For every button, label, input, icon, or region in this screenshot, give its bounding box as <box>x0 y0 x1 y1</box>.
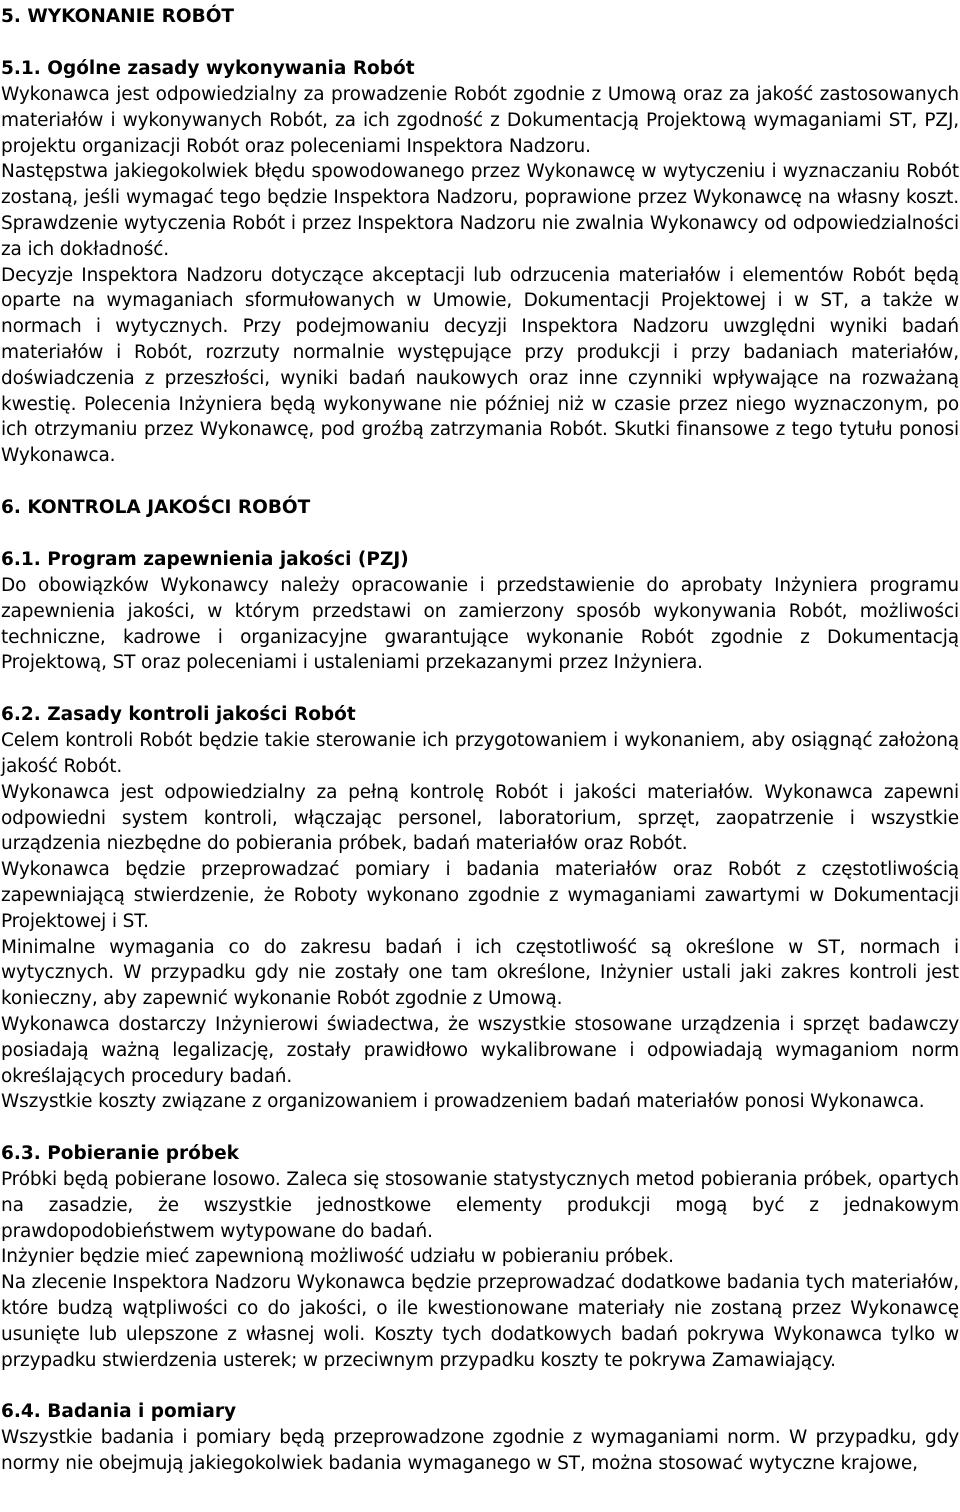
paragraph: Wykonawca jest odpowiedzialny za prowadzenie Robót zgodnie z Umową oraz za jakość zastosowanych materiałów i wykonywanych Robót, za ich zgodność z Dokumentacją Projektową wymaganiami ST, PZJ, projektu organizacji Robót oraz poleceniami Inspektora Nadzoru. <box>1 84 959 157</box>
paragraph: Decyzje Inspektora Nadzoru dotyczące akceptacji lub odrzucenia materiałów i elementów Robót będą oparte na wymaganiach sformułowanych w Umowie, Dokumentacji Projektowej i w ST, a także w normach i wytycznych. Przy podejmowaniu decyzji Inspektora Nadzoru uwzględni wyniki badań materiałów i Robót, rozrzuty normalnie występujące przy produkcji i przy badaniach materiałów, doświadczenia z przeszłości, wyniki badań naukowych oraz inne czynniki wpływające na rozważaną kwestię. Polecenia Inżyniera będą wykonywane nie później niż w czasie przez niego wyznaczonym, po ich otrzymaniu przez Wykonawcę, pod groźbą zatrzymania Robót. Skutki finansowe z tego tytułu ponosi Wykonawca. <box>1 264 959 467</box>
paragraph: Na zlecenie Inspektora Nadzoru Wykonawca będzie przeprowadzać dodatkowe badania tych materiałów, które budzą wątpliwości co do jakości, o ile kwestionowane materiały nie zostaną przez Wykonawcę usunięte lub ulepszone z własnej woli. Koszty tych dodatkowych badań pokrywa Wykonawca tylko w przypadku stwierdzenia usterek; w przeciwnym przypadku koszty te pokrywa Zamawiający. <box>1 1272 959 1371</box>
section-5-title: 5. WYKONANIE ROBÓT <box>1 6 235 27</box>
paragraph: Do obowiązków Wykonawcy należy opracowanie i przedstawienie do aprobaty Inżyniera programu zapewnienia jakości, w którym przedstawi on zamierzony sposób wykonywania Robót, możliwości techniczne, kadrowe i organizacyjne gwarantujące wykonanie Robót zgodnie z Dokumentacją Projektową, ST oraz poleceniami i ustaleniami przekazanymi przez Inżyniera. <box>1 574 959 674</box>
section-6-3-heading: 6.3. Pobieranie próbek <box>1 1143 239 1165</box>
paragraph: Wykonawca dostarczy Inżynierowi świadectwa, że wszystkie stosowane urządzenia i sprzęt badawczy posiadają ważną legalizację, zostały prawidłowo wykalibrowane i odpowiadają wymaganiom norm określających procedury badań. <box>1 1013 959 1087</box>
section-5-1-heading: 5.1. Ogólne zasady wykonywania Robót <box>1 58 415 79</box>
paragraph: Inżynier będzie mieć zapewnioną możliwość udziału w pobieraniu próbek. <box>1 1246 674 1268</box>
section-6-title: 6. KONTROLA JAKOŚCI ROBÓT <box>1 496 311 518</box>
paragraph: Następstwa jakiegokolwiek błędu spowodowanego przez Wykonawcę w wytyczeniu i wyznaczaniu Robót zostaną, jeśli wymagać tego będzie Inspektora Nadzoru, poprawione przez Wykonawcę na własny koszt. Sprawdzenie wytyczenia Robót i przez Inspektora Nadzoru nie zwalnia Wykonawcy od odpowiedzialności za ich dokładność. <box>1 161 959 260</box>
paragraph: Wszystkie badania i pomiary będą przeprowadzone zgodnie z wymaganiami norm. W przypadku, gdy normy nie obejmują jakiegokolwiek badania wymaganego w ST, można stosować wytyczne krajowe, <box>1 1427 959 1475</box>
section-6-4-heading: 6.4. Badania i pomiary <box>1 1401 237 1423</box>
paragraph: Wykonawca będzie przeprowadzać pomiary i badania materiałów oraz Robót z częstotliwością zapewniającą stwierdzenie, że Roboty wykonano zgodnie z wymaganiami zawartymi w Dokumentacji Projektowej i ST. <box>1 859 959 932</box>
paragraph: Wykonawca jest odpowiedzialny za pełną kontrolę Robót i jakości materiałów. Wykonawca zapewni odpowiedni system kontroli, włączając personel, laboratorium, sprzęt, zaopatrzenie i wszystkie urządzenia niezbędne do pobierania próbek, badań materiałów oraz Robót. <box>1 781 959 855</box>
section-6-2-heading: 6.2. Zasady kontroli jakości Robót <box>1 704 356 726</box>
paragraph: Celem kontroli Robót będzie takie sterowanie ich przygotowaniem i wykonaniem, aby osiągnąć założoną jakość Robót. <box>1 730 959 777</box>
paragraph: Minimalne wymagania co do zakresu badań i ich częstotliwość są określone w ST, normach i wytycznych. W przypadku gdy nie zostały one tam określone, Inżynier ustali jaki zakres kontroli jest konieczny, aby zapewnić wykonanie Robót zgodnie z Umową. <box>1 936 959 1010</box>
section-6-1-heading: 6.1. Program zapewnienia jakości (PZJ) <box>1 548 409 570</box>
paragraph: Próbki będą pobierane losowo. Zaleca się stosowanie statystycznych metod pobierania próbek, opartych na zasadzie, że wszystkie jednostkowe elementy produkcji mogą być z jednakowym prawdopodobieństwem wytypowane do badań. <box>1 1169 959 1242</box>
paragraph: Wszystkie koszty związane z organizowaniem i prowadzeniem badań materiałów ponosi Wykonawca. <box>1 1091 925 1113</box>
